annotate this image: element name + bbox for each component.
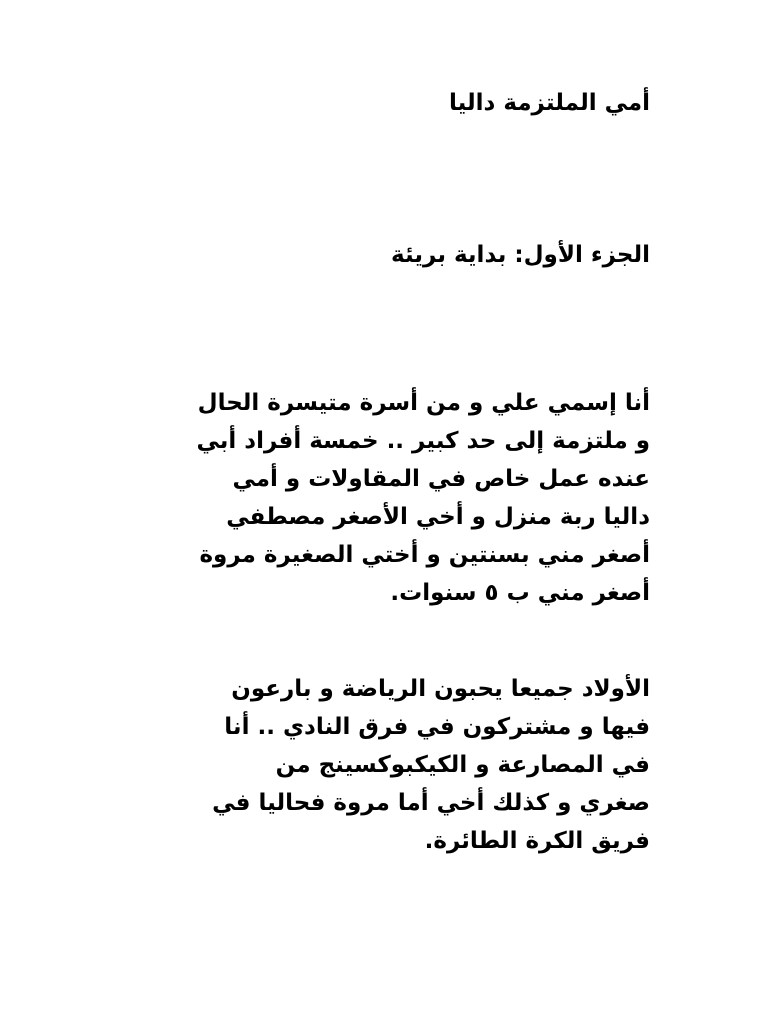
paragraph-line: صغري و كذلك أخي أما مروة فحاليا في [212, 790, 650, 816]
paragraph-line: في المصارعة و الكيكبوكسينج من [275, 752, 650, 778]
paragraph-line: عنده عمل خاص في المقاولات و أمي [232, 466, 650, 492]
paragraph-line: فيها و مشتركون في فرق النادي .. أنا [224, 714, 650, 740]
paragraph-line: فريق الكرة الطائرة. [424, 828, 650, 854]
document-title [110, 84, 650, 122]
paragraph-line: و ملتزمة إلى حد كبير .. خمسة أفراد أبي [196, 428, 650, 454]
paragraph-line: الأولاد جميعا يحبون الرياضة و بارعون [231, 676, 650, 702]
paragraph-line: أصغر مني بسنتين و أختي الصغيرة مروة [199, 542, 650, 568]
paragraph-1 [110, 384, 650, 612]
paragraph-2 [110, 670, 650, 860]
paragraph-line: أصغر مني ب ٥ سنوات. [390, 580, 650, 606]
part-heading [110, 236, 650, 274]
paragraph-line: داليا ربة منزل و أخي الأصغر مصطفي [226, 504, 650, 530]
part-heading-text: الجزء الأول: بداية بريئة [391, 242, 650, 268]
paragraph-line: أنا إسمي علي و من أسرة متيسرة الحال [197, 390, 650, 416]
document-title-text: أمي الملتزمة داليا [449, 90, 650, 116]
